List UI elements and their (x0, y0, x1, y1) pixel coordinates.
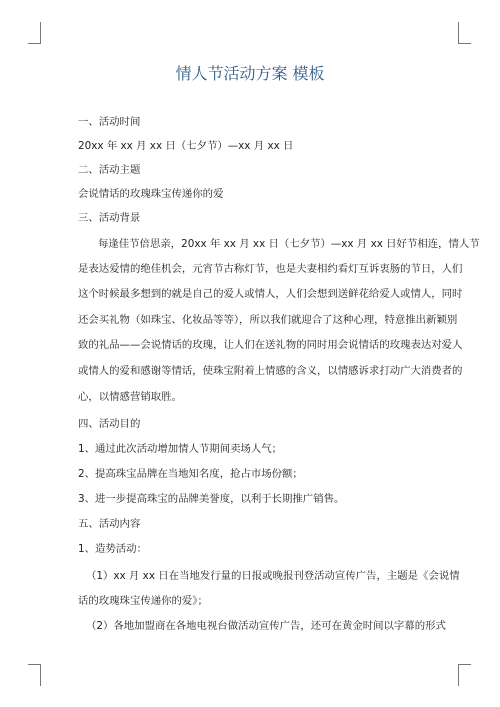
background-paragraph-line: 或情人的爱和感谢等情话，使珠宝附着上情感的含义，以情感诉求打动广大消费者的 (78, 365, 463, 377)
section-heading-purpose: 四、活动目的 (78, 418, 141, 430)
background-paragraph-line: 致的礼品——会说情话的玫瑰，让人们在送礼物的同时用会说情话的玫瑰表达对爱人 (78, 339, 463, 351)
section-heading-background: 三、活动背景 (78, 212, 141, 224)
background-paragraph-line: 每逢佳节倍思亲，20xx 年 xx 月 xx 日（七夕节）—xx 月 xx 日好节相连，情人节 (98, 238, 480, 250)
purpose-item: 3、进一步提高珠宝的品牌美誉度，以利于长期推广销售。 (78, 493, 345, 505)
activity-theme-text: 会说情话的玫瑰珠宝传递你的爱 (78, 188, 224, 200)
activity-time-text: 20xx 年 xx 月 xx 日（七夕节）—xx 月 xx 日 (78, 140, 294, 152)
content-item-line: （1）xx 月 xx 日在当地发行量的日报或晚报刊登活动宣传广告，主题是《会说情 (86, 570, 460, 582)
background-paragraph-line: 心，以情感营销取胜。 (78, 391, 182, 403)
section-heading-theme: 二、活动主题 (78, 164, 141, 176)
background-paragraph-line: 这个时候最多想到的就是自己的爱人或情人，人们会想到送鲜花给爱人或情人，同时 (78, 288, 463, 300)
page-corner-mark-top-right (458, 22, 471, 44)
page-corner-mark-top-left (28, 22, 41, 44)
purpose-item: 2、提高珠宝品牌在当地知名度，抢占市场份额； (78, 468, 303, 480)
content-item-line: （2）各地加盟商在各地电视台做活动宣传广告，还可在黄金时间以字幕的形式 (86, 620, 446, 632)
page-corner-mark-bottom-right (458, 664, 471, 686)
content-subheading: 1、造势活动： (78, 543, 147, 555)
purpose-item: 1、通过此次活动增加情人节期间卖场人气； (78, 443, 283, 455)
background-paragraph-line: 还会买礼物（如珠宝、化妆品等等），所以我们就迎合了这种心理，特意推出新颖别 (78, 314, 458, 326)
document-title: 情人节活动方案 模板 (175, 64, 325, 83)
content-item-line: 话的玫瑰珠宝传递你的爱》； (78, 595, 208, 607)
page-corner-mark-bottom-left (28, 664, 41, 686)
section-heading-content: 五、活动内容 (78, 518, 141, 530)
background-paragraph-line: 是表达爱情的绝佳机会，元宵节古称灯节，也是夫妻相约看灯互诉衷肠的节日，人们 (78, 263, 463, 275)
section-heading-time: 一、活动时间 (78, 116, 141, 128)
